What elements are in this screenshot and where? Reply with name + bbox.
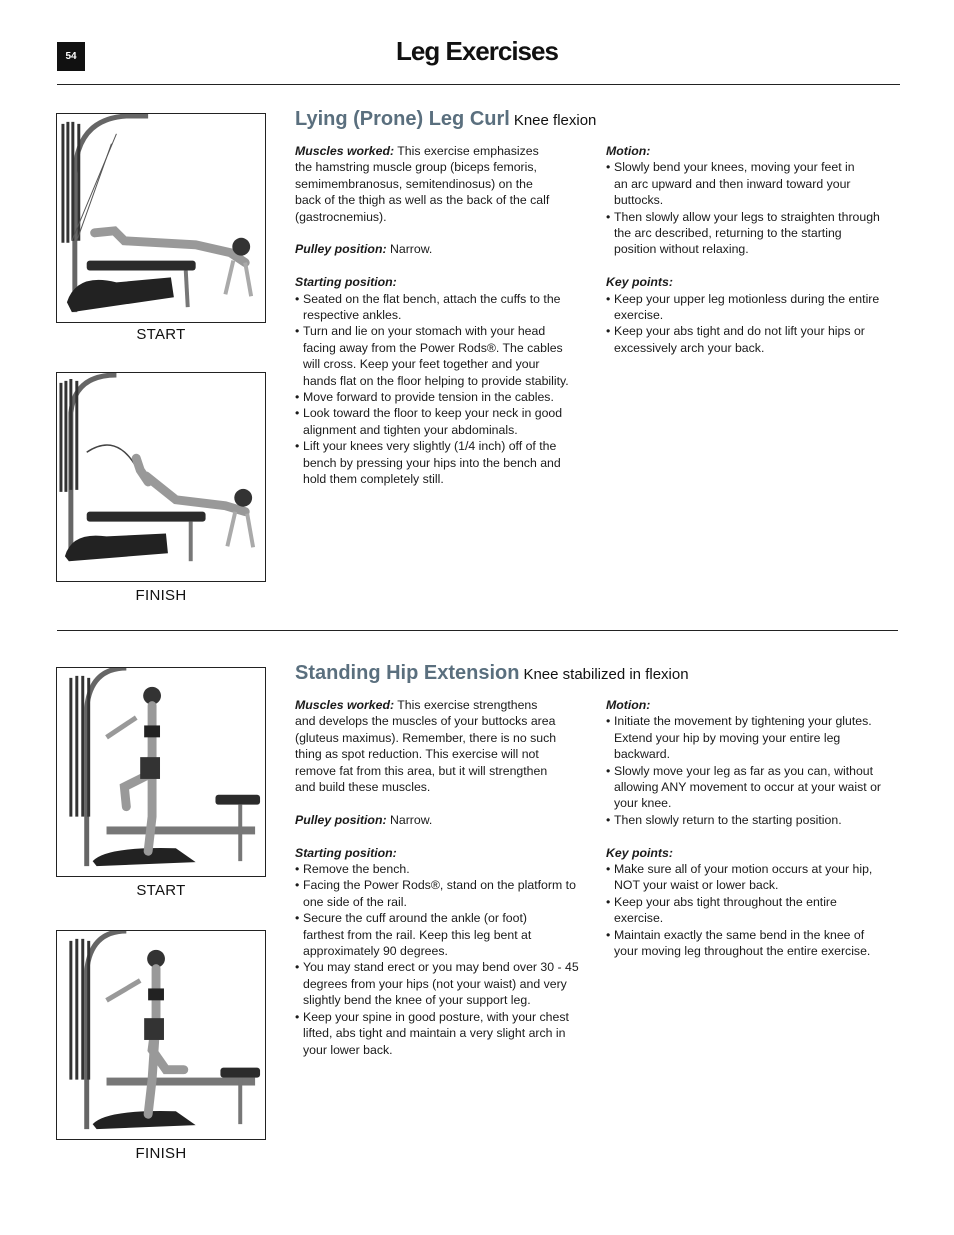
- prone-leg-curl-finish-illustration: [57, 373, 265, 581]
- list-item: • Maintain exactly the same bend in the knee of your moving leg throughout the entire exercise.: [606, 927, 906, 960]
- exercise-heading: [295, 662, 689, 685]
- page-number: 54: [57, 42, 85, 71]
- key-points-label: Key points:: [606, 845, 673, 860]
- key-points-list: [606, 291, 906, 357]
- exercise-subtitle: Knee stabilized in flexion: [523, 666, 689, 683]
- muscles-worked-line: and develops the muscles of your buttocks area: [295, 714, 556, 729]
- exercise-photo-finish: [56, 930, 266, 1140]
- photo-caption-start: START: [136, 326, 186, 343]
- exercise-right-column: [606, 697, 906, 959]
- standing-hip-extension-start-illustration: [57, 668, 265, 876]
- header-divider: [57, 84, 900, 85]
- list-item: • Keep your upper leg motionless during the entire exercise.: [606, 291, 906, 324]
- prone-leg-curl-start-illustration: [57, 114, 265, 322]
- muscles-worked-line: (gastrocnemius).: [295, 209, 387, 224]
- exercise-title: Standing Hip Extension: [295, 662, 520, 684]
- page-title: Leg Exercises: [396, 36, 558, 66]
- list-item: • Then slowly allow your legs to straighten through the arc described, returning to the starting position without relaxing.: [606, 209, 906, 258]
- starting-position-list: [295, 291, 595, 488]
- muscles-worked-label: Muscles worked:: [295, 698, 395, 712]
- muscles-worked-line: (gluteus maximus). Remember, there is no such: [295, 730, 557, 745]
- starting-position-label: Starting position:: [295, 275, 397, 290]
- list-item: • Seated on the flat bench, attach the cuffs to the respective ankles.: [295, 291, 595, 324]
- list-item: • You may stand erect or you may bend over 30 - 45 degrees from your hips (not your waist) and very slightly bend the knee of your support leg.: [295, 959, 595, 1008]
- muscles-worked-line: This exercise emphasizes: [397, 144, 539, 158]
- motion-list: [606, 159, 906, 257]
- starting-position-label: Starting position:: [295, 845, 397, 860]
- list-item: • Keep your abs tight throughout the entire exercise.: [606, 894, 906, 927]
- pulley-position-value: Narrow.: [389, 242, 433, 257]
- list-item: • Turn and lie on your stomach with your head facing away from the Power Rods®. The cables will cross. Keep your feet together and your hands flat on the floor helping to provide stability.: [295, 323, 595, 389]
- motion-label: Motion:: [606, 698, 651, 712]
- starting-position-list: [295, 861, 595, 1058]
- list-item: • Secure the cuff around the ankle (or foot) farthest from the rail. Keep this leg bent at approximately 90 degrees.: [295, 910, 595, 959]
- muscles-worked-label: Muscles worked:: [295, 144, 395, 158]
- list-item: • Make sure all of your motion occurs at your hip, NOT your waist or lower back.: [606, 861, 906, 894]
- muscles-worked-line: and build these muscles.: [295, 780, 431, 795]
- muscles-worked-line: thing as spot reduction. This exercise will not: [295, 747, 539, 762]
- exercise-right-column: [606, 143, 906, 356]
- list-item: • Then slowly return to the starting position.: [606, 812, 906, 828]
- list-item: • Facing the Power Rods®, stand on the platform to one side of the rail.: [295, 877, 595, 910]
- muscles-worked-paragraph: [295, 697, 595, 795]
- list-item: • Look toward the floor to keep your neck in good alignment and tighten your abdominals.: [295, 405, 595, 438]
- photo-caption-finish: FINISH: [135, 1145, 187, 1162]
- pulley-position-paragraph: [295, 812, 595, 828]
- pulley-position-value: Narrow.: [389, 812, 433, 827]
- list-item: • Slowly move your leg as far as you can, without allowing ANY movement to occur at your waist or your knee.: [606, 763, 906, 812]
- key-points-list: [606, 861, 906, 959]
- exercise-left-column: [295, 143, 595, 488]
- key-points-label: Key points:: [606, 275, 673, 290]
- list-item: • Initiate the movement by tightening your glutes. Extend your hip by moving your entire leg backward.: [606, 713, 906, 762]
- list-item: • Slowly bend your knees, moving your feet in an arc upward and then inward toward your buttocks.: [606, 159, 906, 208]
- muscles-worked-paragraph: [295, 143, 595, 225]
- exercise-heading: [295, 108, 596, 131]
- muscles-worked-line: the hamstring muscle group (biceps femoris,: [295, 160, 537, 175]
- exercise-title: Lying (Prone) Leg Curl: [295, 108, 510, 130]
- pulley-position-label: Pulley position:: [295, 812, 387, 827]
- muscles-worked-line: This exercise strengthens: [397, 698, 538, 712]
- muscles-worked-line: back of the thigh as well as the back of the calf: [295, 193, 550, 208]
- photo-caption-finish: FINISH: [135, 587, 187, 604]
- photo-caption-start: START: [136, 882, 186, 899]
- exercise-photo-start: [56, 667, 266, 877]
- exercise-left-column: [295, 697, 595, 1058]
- pulley-position-label: Pulley position:: [295, 242, 387, 257]
- muscles-worked-line: semimembranosus, semitendinosus) on the: [295, 176, 533, 191]
- list-item: • Keep your spine in good posture, with your chest lifted, abs tight and maintain a very slight arch in your lower back.: [295, 1009, 595, 1058]
- pulley-position-paragraph: [295, 241, 595, 257]
- motion-list: [606, 713, 906, 828]
- list-item: • Keep your abs tight and do not lift your hips or excessively arch your back.: [606, 323, 906, 356]
- standing-hip-extension-finish-illustration: [57, 931, 265, 1139]
- exercise-photo-finish: [56, 372, 266, 582]
- list-item: • Move forward to provide tension in the cables.: [295, 389, 595, 405]
- exercise-photo-start: [56, 113, 266, 323]
- list-item: • Lift your knees very slightly (1/4 inch) off of the bench by pressing your hips into the bench and hold them completely still.: [295, 438, 595, 487]
- exercise-subtitle: Knee flexion: [513, 112, 597, 129]
- motion-label: Motion:: [606, 144, 651, 158]
- muscles-worked-line: remove fat from this area, but it will strengthen: [295, 763, 548, 778]
- section-divider: [57, 630, 898, 631]
- list-item: • Remove the bench.: [295, 861, 595, 877]
